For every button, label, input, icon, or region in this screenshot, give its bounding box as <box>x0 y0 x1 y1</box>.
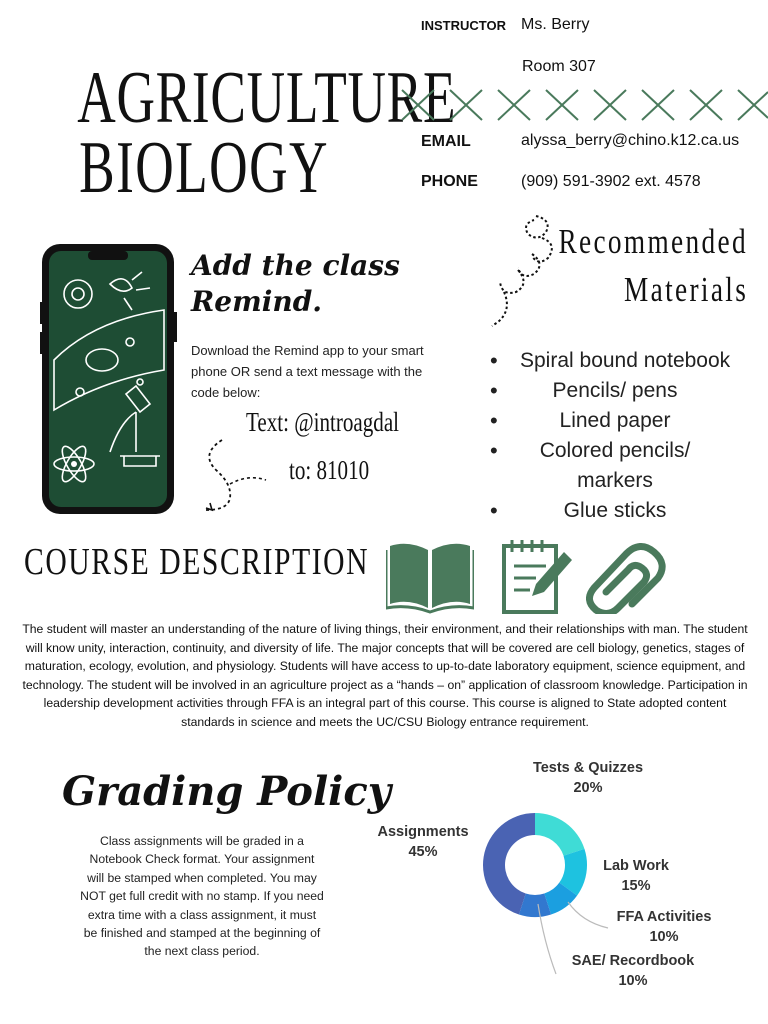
chart-label-ffa-name: FFA Activities <box>616 909 712 925</box>
title-line-1: AGRICULTURE <box>77 57 457 139</box>
chart-label-lab-pct: 15% <box>621 878 651 894</box>
chart-label-ffa-pct: 10% <box>649 929 679 945</box>
course-description-text: The student will master an understanding of the nature of living things, their environment, and their relationships with man. The student will know unity, interaction, continuity, and diversity of life. The major concepts that will be covered are cell biology, genetics, stages of maturation, ecology, evolution, and physiology. Students will have access to up-to-date laboratory equipment, science equipment, and technology. The student will be involved in an agriculture project as a “hands – on” application of classroom knowledge. Participation in leadership development activities through FFA is an integral part of this course. This course is aligned to State adopted content standards in science and meets the UC/CSU Biology entrance requirement. <box>22 622 748 729</box>
paperclip-icon <box>586 542 666 614</box>
chart-label-assignments <box>372 824 474 860</box>
materials-title-line-1: Recommended <box>558 222 748 261</box>
remind-code: Text: @introagdal <box>246 407 400 437</box>
dashed-squiggle-left <box>200 436 270 514</box>
remind-title-line-1: Add the class <box>191 249 400 282</box>
course-description-title: COURSE DESCRIPTION <box>24 541 370 583</box>
materials-title-line-2: Materials <box>623 270 748 309</box>
instructor-name: Ms. Berry <box>521 16 590 33</box>
remind-number: to: 81010 <box>289 455 370 485</box>
materials-item: • Lined paper <box>520 406 710 436</box>
chart-label-lab <box>594 858 678 894</box>
materials-item: • Spiral bound notebook <box>520 346 710 376</box>
chart-label-tests <box>528 760 648 796</box>
remind-title-line-2: Remind. <box>191 285 323 318</box>
open-book-icon <box>386 540 474 614</box>
email-value: alyssa_berry@chino.k12.ca.us <box>521 132 740 149</box>
phone-label: PHONE <box>421 173 478 190</box>
chart-label-tests-name: Tests & Quizzes <box>532 760 644 776</box>
email-label: EMAIL <box>421 133 471 150</box>
instructor-label: INSTRUCTOR <box>421 18 506 33</box>
room-number: Room 307 <box>522 58 596 75</box>
chart-label-assignments-name: Assignments <box>377 824 469 840</box>
grading-policy-title: Grading Policy <box>62 768 391 815</box>
chart-label-sae-name: SAE/ Recordbook <box>571 953 695 969</box>
materials-item: • Glue sticks <box>520 496 710 526</box>
materials-list <box>520 346 731 526</box>
materials-item: • Pencils/ pens <box>520 376 710 406</box>
materials-item: • Colored pencils/ markers <box>520 436 710 496</box>
phone-value: (909) 591-3902 ext. 4578 <box>521 173 701 190</box>
donut-slice-tests-quizzes <box>535 813 584 856</box>
phone-illustration <box>40 242 180 518</box>
chart-label-ffa <box>610 909 718 945</box>
chart-label-lab-name: Lab Work <box>603 858 669 874</box>
chart-label-sae-pct: 10% <box>618 973 648 989</box>
chart-label-tests-pct: 20% <box>573 780 603 796</box>
chart-label-sae <box>566 953 700 989</box>
grading-policy-text: Class assignments will be graded in a Notebook Check format. Your assignment will be stamped when completed. You may NOT get full credit with no stamp. If you need extra time with a class assignment, it must be finished and stamped at the beginning of the next class period. <box>80 834 324 959</box>
title-line-2: BIOLOGY <box>79 127 329 209</box>
notepad-pencil-icon <box>500 536 576 616</box>
cross-stitch-divider <box>400 88 768 122</box>
dashed-swirl-decoration <box>482 208 562 336</box>
chart-label-assignments-pct: 45% <box>408 844 438 860</box>
remind-instructions: Download the Remind app to your smart phone OR send a text message with the code below: <box>191 343 424 400</box>
